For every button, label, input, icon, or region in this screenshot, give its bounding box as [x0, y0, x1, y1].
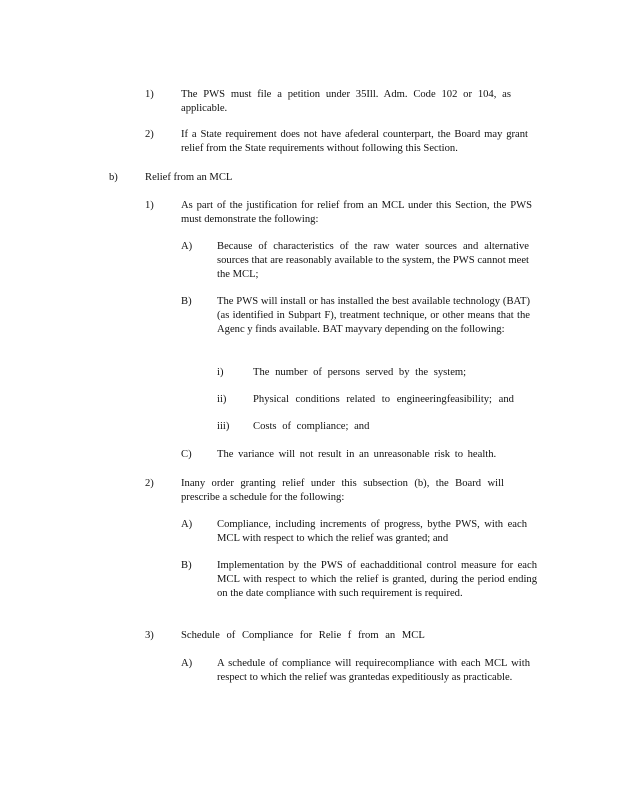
item-marker: b) [109, 172, 118, 183]
section-heading: Relief from an MCL [145, 172, 233, 183]
item-text: Compliance, including increments of progress, bythe PWS, with each MCL with respect to which the relief was granted; and [217, 519, 527, 544]
item-text: The variance will not result in an unreasonable risk to health. [217, 449, 497, 460]
item-marker: 3) [145, 630, 154, 641]
section-heading: Schedule of Compliance for Relie f from an MCL [181, 630, 425, 641]
item-marker: 2) [145, 478, 154, 489]
item-text: The PWS will install or has installed the best available technology (BAT) (as identified in Subpart F), treatment technique, or other means that the Agenc y finds available. BAT mayvary depending on the following: [217, 296, 530, 335]
item-marker: A) [181, 658, 193, 669]
item-marker: B) [181, 560, 192, 571]
item-marker: B) [181, 296, 192, 307]
item-marker: 2) [145, 129, 154, 140]
item-marker: i) [217, 367, 224, 378]
item-text: Implementation by the PWS of eachadditional control measure for each MCL with respect to which the relief is granted, during the period ending on the date compliance with such requirement is required. [217, 560, 537, 599]
item-text: Inany order granting relief under this subsection (b), the Board will prescribe a schedule for the following: [181, 478, 504, 503]
item-text: Because of characteristics of the raw water sources and alternative sources that are reasonably available to the system, the PWS cannot meet the MCL; [217, 241, 529, 280]
item-text: Physical conditions related to engineeringfeasibility; and [253, 394, 514, 405]
item-text: Costs of compliance; and [253, 421, 370, 432]
item-text: The PWS must file a petition under 35Ill. Adm. Code 102 or 104, as applicable. [181, 89, 511, 114]
item-text: A schedule of compliance will requirecompliance with each MCL with respect to which the relief was grantedas expeditiously as practicable. [217, 658, 530, 683]
item-marker: ii) [217, 394, 227, 405]
item-text: As part of the justification for relief from an MCL under this Section, the PWS must demonstrate the following: [181, 200, 532, 225]
item-marker: A) [181, 241, 193, 252]
item-marker: C) [181, 449, 192, 460]
item-marker: A) [181, 519, 193, 530]
item-text: If a State requirement does not have afederal counterpart, the Board may grant relief from the State requirements without following this Section. [181, 129, 528, 154]
item-marker: 1) [145, 89, 154, 100]
item-marker: 1) [145, 200, 154, 211]
item-marker: iii) [217, 421, 230, 432]
item-text: The number of persons served by the system; [253, 367, 467, 378]
